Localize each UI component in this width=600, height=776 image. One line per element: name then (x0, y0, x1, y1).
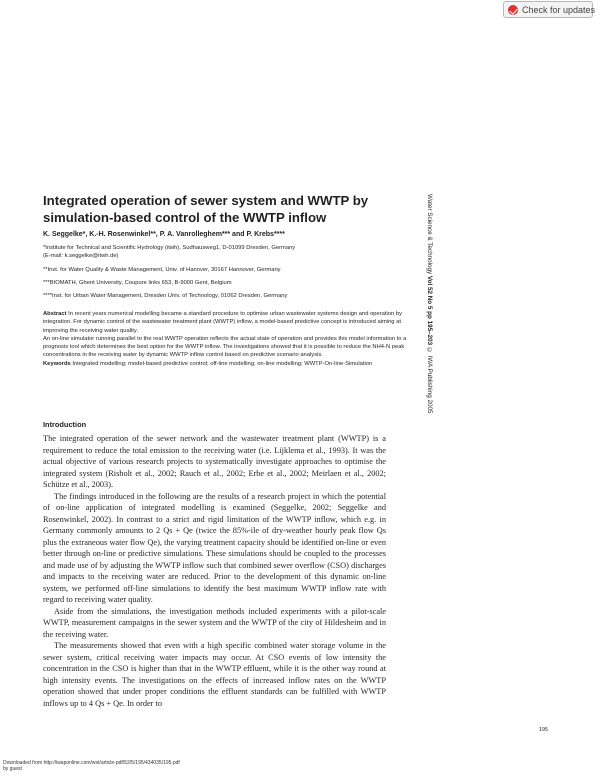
keywords-text: Integrated modelling; model-based predictive control; off-line modelling; on-line modelling; WWTP-On-line-Simulation (72, 360, 373, 367)
download-footer (3, 760, 180, 772)
footer-line-1: Downloaded from http://iwaponline.com/wst/article-pdf/52/5/195/434035/195.pdf (3, 760, 180, 766)
article-title: Integrated operation of sewer system and WWTP by simulation-based control of the WWTP inflow (43, 193, 369, 225)
affiliation-1: *Institute for Technical and Scientific Hydrology (itwh), Sudhausweg1, D-01099 Dresden, Germany (43, 245, 296, 251)
journal-publisher: © IWA Publishing 2005 (426, 346, 433, 414)
intro-paragraph-1: The integrated operation of the sewer network and the wastewater treatment plant (WWTP) is a requirement to reduce the total emission to the receiving water (i.e. Lijklema et al., 1993). It was the actual objective of various research projects to systematically investigate approaches to optimise the integrated system (Risholt et al., 2002; Rauch et al., 2002; Erbe et al., 2002; Meirlaen et al., 2002; Schütze et al., 2003). (43, 434, 386, 489)
page-number: 195 (539, 727, 548, 733)
abstract-text: In recent years numerical modelling became a standard procedure to optimise urban wastewater systems design and operation by integration. For dynamic control of the wastewater treatment plant (WWTP) inflow, a model-based predictive concept is introduced aiming at improving the receiving water quality. (43, 311, 402, 334)
abstract-heading: Abstract (43, 311, 67, 317)
affiliation-email: (E-mail: k.seggelke@itwh.de) (43, 253, 119, 259)
keywords-heading: Keywords (43, 360, 71, 367)
footer-line-2: by guest (3, 766, 22, 772)
abstract-text-2: An on-line simulator running parallel to the real WWTP operation reflects the actual state of operation and provides this model information to a prognosis tool which determines the best option for the WWTP inflow. The investigations showed that it is possible to reduce the NH4-N peak concentrations in the receiving water by dynamic WWTP inflow control based on predictive scenario analysis. (43, 335, 407, 359)
abstract (43, 310, 423, 368)
check-for-updates-button[interactable] (503, 1, 596, 18)
journal-volume: Vol 52 No 5 pp 195–203 (426, 275, 433, 346)
check-for-updates-label: Check for updates (522, 4, 596, 15)
intro-paragraph-3: Aside from the simulations, the investigation methods included experiments with a pilot-scale WWTP, measurement campaigns in the sewer system and the WWTP of the city of Hildesheim and in the receiving water. (43, 606, 386, 639)
journal-name: Water Science & Technology (426, 194, 433, 275)
affiliation-3: ***BIOMATH, Ghent University, Coupure links 653, B-9000 Gent, Belgium (43, 280, 232, 286)
journal-sidebar (426, 194, 433, 413)
check-updates-icon (508, 5, 518, 15)
affiliation-2: **Inst. for Water Quality & Waste Management, Univ. of Hanover, 30167 Hannover, Germany (43, 267, 281, 273)
authors: K. Seggelke*, K.-H. Rosenwinkel**, P. A. Vanrolleghem*** and P. Krebs**** (43, 231, 285, 238)
intro-paragraph-4: The measurements showed that even with a high specific combined water storage volume in the sewer system, critical receiving water impacts may occur. At CSO events of low intensity the concentration in the CSO is higher than that in the WWTP effluent, while it is the other way round at high intensity events. The investigations on the effects of increased inflow rates on the WWTP operation showed that under proper conditions the effluent standards can be fulfilled with WWTP inflows up to 4 Qs + Qe. In order to (43, 641, 386, 708)
affiliation-4: ****Inst. for Urban Water Management, Dresden Univ. of Technology, 01062 Dresden, Germany (43, 293, 288, 299)
intro-paragraph-2: The findings introduced in the following are the results of a research project in which the potential of on-line application of integrated modelling is examined (Seggelke, 2002; Seggelke and Rosenwinkel, 2002). In contrast to a strict and rigid limitation of the WWTP inflow, which e.g. in Germany commonly amounts to 2 Qs + Qe (twice the 85%-ile of dry-weather hourly peak flow Qs plus the extraneous water flow Qe), the varying treatment capacity should be identified on-line or even better through on-line or predictive simulations. These simulations should be coupled to the processes and made use of by adjusting the WWTP inflow such that combined sewer overflow (CSO) discharges and impacts to the receiving water are reduced. Prior to the development of this dynamic on-line system, we performed off-line simulations to identify the best maximum WWTP inflow rate with regard to receiving water quality. (43, 491, 386, 604)
introduction-heading: Introduction (43, 420, 87, 429)
introduction-body (43, 433, 386, 709)
